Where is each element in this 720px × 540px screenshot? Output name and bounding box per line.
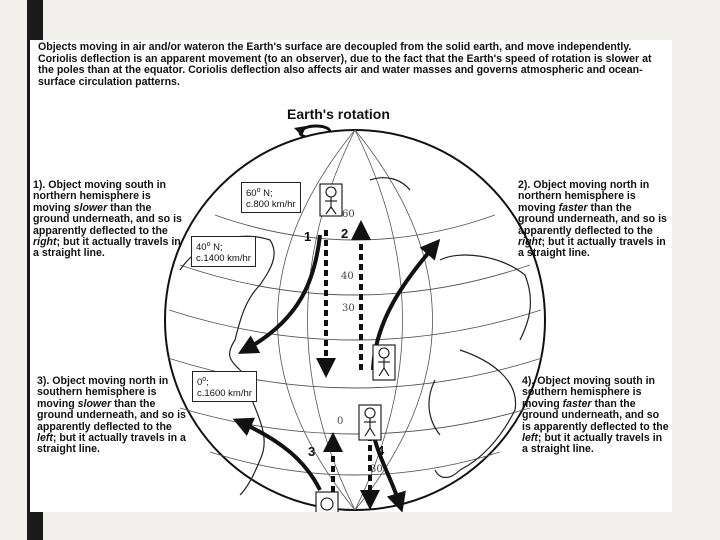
globe-outline [165, 130, 545, 510]
note-3-emphasis: slower [77, 397, 112, 410]
note-1-direction: right [33, 236, 57, 249]
observer-figure-north [320, 184, 342, 216]
earth-rotation-title: Earth's rotation [287, 106, 390, 122]
arrow-number-1: 1 [304, 229, 312, 244]
note-4 [522, 376, 670, 456]
lat40-suffix: N; [210, 242, 223, 254]
note-3-mid: than the ground underneath, and so is apparently deflected to the [37, 397, 186, 433]
note-4-head: 4). Object moving south in southern hemisphere is moving [522, 375, 656, 410]
note-2-mid: than the ground underneath, and so is apparently deflected to the [518, 201, 667, 237]
lat-tick-0: 0 [337, 416, 344, 427]
note-4-emphasis: faster [562, 397, 592, 410]
note-2-direction: right [518, 236, 542, 249]
note-4-direction: left [522, 432, 538, 445]
lat0-suffix: ; [206, 377, 209, 389]
arrow-number-2: 2 [341, 226, 349, 241]
slide-canvas [30, 40, 672, 512]
note-2-tail: ; but it actually travels in a straight line. [518, 236, 666, 260]
note-3 [37, 376, 187, 456]
intro-text: Objects moving in air and/or wateron the Earth's surface are decoupled from the solid earth, and move independently. Coriolis deflection is an apparent movement (to an observer), due to the fact that the Earth's speed of rotation is slower at the poles than at the equator. Coriolis deflection also affects air and water masses and governs atmospheric and ocean-surface circulation patterns. [38, 41, 652, 88]
observer-figure-south [316, 492, 338, 512]
note-3-head: 3). Object moving north in southern hemisphere is moving [37, 375, 169, 410]
note-4-tail: ; but it actually travels in a straight line. [522, 432, 663, 456]
note-1-tail: ; but it actually travels in a straight line. [33, 236, 181, 260]
lat0-speed: c.1600 km/hr [197, 388, 252, 400]
note-4-mid: than the ground underneath, and so is apparently deflected to the [522, 397, 669, 433]
lat40-speed: c.1400 km/hr [196, 253, 251, 265]
lat-tick-30: 30 [342, 303, 355, 314]
note-3-direction: left [37, 432, 53, 445]
arrow-number-3: 3 [308, 444, 316, 459]
lat60-suffix: N; [260, 188, 273, 200]
lat60-speed: c.800 km/hr [246, 199, 296, 211]
note-3-tail: ; but it actually travels in a straight line. [37, 432, 186, 456]
note-2-emphasis: faster [558, 201, 588, 214]
lat0-degree-sign: o [202, 376, 207, 383]
speed-label-equator [192, 371, 257, 402]
observer-figure-equator [359, 405, 381, 440]
observer-figure-mid [373, 345, 395, 380]
note-1-mid: than the ground underneath, and so is apparently deflected to the [33, 201, 182, 237]
lat-tick-30s: 30 [370, 464, 383, 475]
note-2 [518, 180, 668, 260]
lat60-degree: 60 [246, 188, 257, 200]
lat0-degree: 0 [197, 377, 203, 389]
speed-label-60n [241, 182, 301, 213]
lat40-degree: 40 [196, 242, 207, 254]
note-1 [33, 180, 183, 260]
note-1-head: 1). Object moving south in northern hemisphere is moving [33, 179, 167, 214]
lat-tick-60: 60 [342, 209, 355, 220]
note-1-emphasis: slower [73, 201, 108, 214]
lat40-degree-sign: o [206, 241, 211, 248]
lat-tick-40: 40 [341, 271, 354, 282]
speed-label-40n [191, 236, 256, 267]
arrow-number-4: 4 [377, 443, 385, 458]
note-2-head: 2). Object moving north in northern hemisphere is moving [518, 179, 650, 214]
lat60-degree-sign: o [256, 187, 261, 194]
